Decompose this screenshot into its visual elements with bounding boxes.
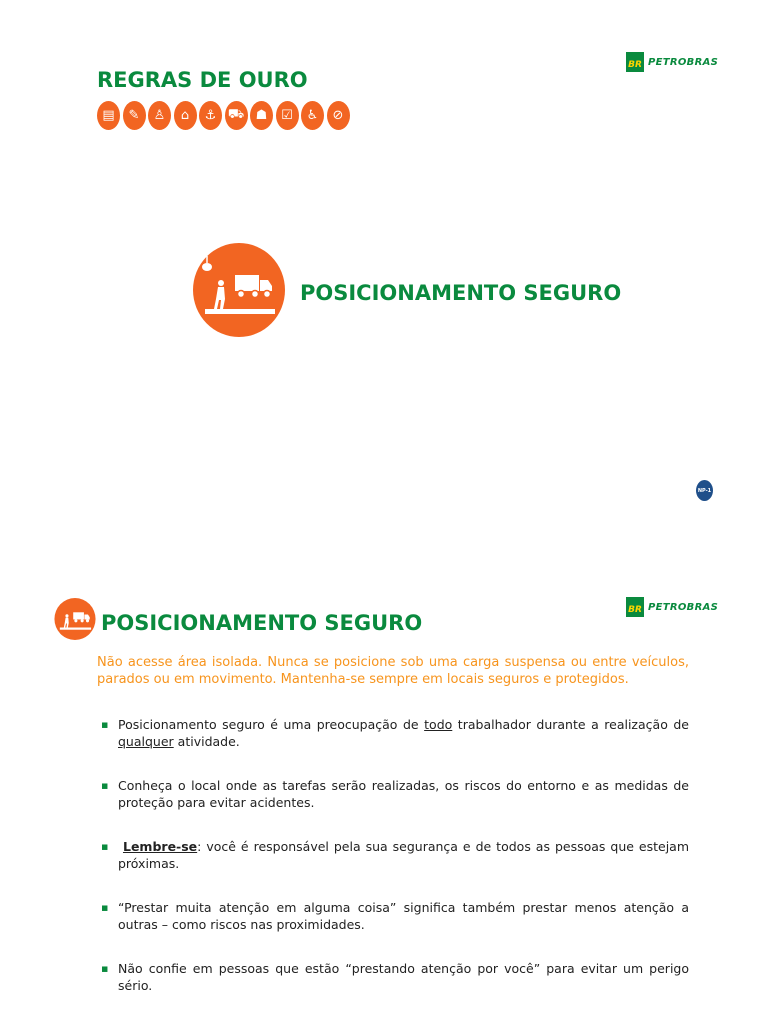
safe-positioning-icon (193, 243, 285, 337)
no-alcohol-icon: ⊘ (327, 101, 350, 130)
bullet-icon: ▪ (101, 718, 109, 731)
bullet-icon: ▪ (101, 779, 109, 792)
bullet-icon: ▪ (101, 901, 109, 914)
list-item: ▪ Lembre-se: você é responsável pela sua segurança e de todos as pessoas que estejam próximas. (101, 839, 690, 871)
slide-2-title: POSICIONAMENTO SEGURO (101, 611, 423, 635)
np-badge: NP-1 (696, 480, 713, 501)
rule-title: POSICIONAMENTO SEGURO (300, 281, 622, 305)
height-icon: ⌂ (174, 101, 197, 130)
confined-icon: ☗ (250, 101, 273, 130)
petrobras-logo (626, 52, 718, 72)
list-item: ▪ Conheça o local onde as tarefas serão realizadas, os riscos do entorno e as medidas de proteção para evitar acidentes. (101, 778, 689, 810)
br-logo-icon: BR (626, 597, 644, 617)
bullet-icon: ▪ (101, 962, 109, 975)
seatbelt-icon: ♿ (301, 101, 324, 130)
rule-icons (97, 101, 350, 130)
checklist-icon: ☑ (276, 101, 299, 130)
list-item: ▪ “Prestar muita atenção em alguma coisa” significa também prestar menos atenção a outras – como riscos nas proximidades. (101, 900, 689, 932)
list-item: ▪ Posicionamento seguro é uma preocupação de todo trabalhador durante a realização de qualquer atividade. (101, 717, 689, 749)
slide-2 (0, 512, 768, 1024)
permit-icon: ▤ (97, 101, 120, 130)
logo-text: PETROBRAS (648, 601, 719, 613)
page-title: REGRAS DE OURO (97, 68, 308, 92)
lifting-icon: ⚓ (199, 101, 222, 130)
person-icon: ♙ (148, 101, 171, 130)
petrobras-logo-2 (626, 597, 718, 617)
safe-positioning-icon-small (53, 598, 97, 640)
vehicle-icon: ⛟ (225, 101, 248, 130)
rule-statement: Não acesse área isolada. Nunca se posicione sob uma carga suspensa ou entre veículos, parados ou em movimento. Mantenha-se sempre em locais seguros e protegidos. (97, 655, 689, 687)
br-logo-icon: BR (626, 52, 644, 72)
logo-text: PETROBRAS (648, 56, 719, 68)
list-item: ▪ Não confie em pessoas que estão “prestando atenção por você” para evitar um perigo sério. (101, 961, 689, 993)
bullet-icon: ▪ (101, 840, 109, 853)
tools-icon: ✎ (123, 101, 146, 130)
